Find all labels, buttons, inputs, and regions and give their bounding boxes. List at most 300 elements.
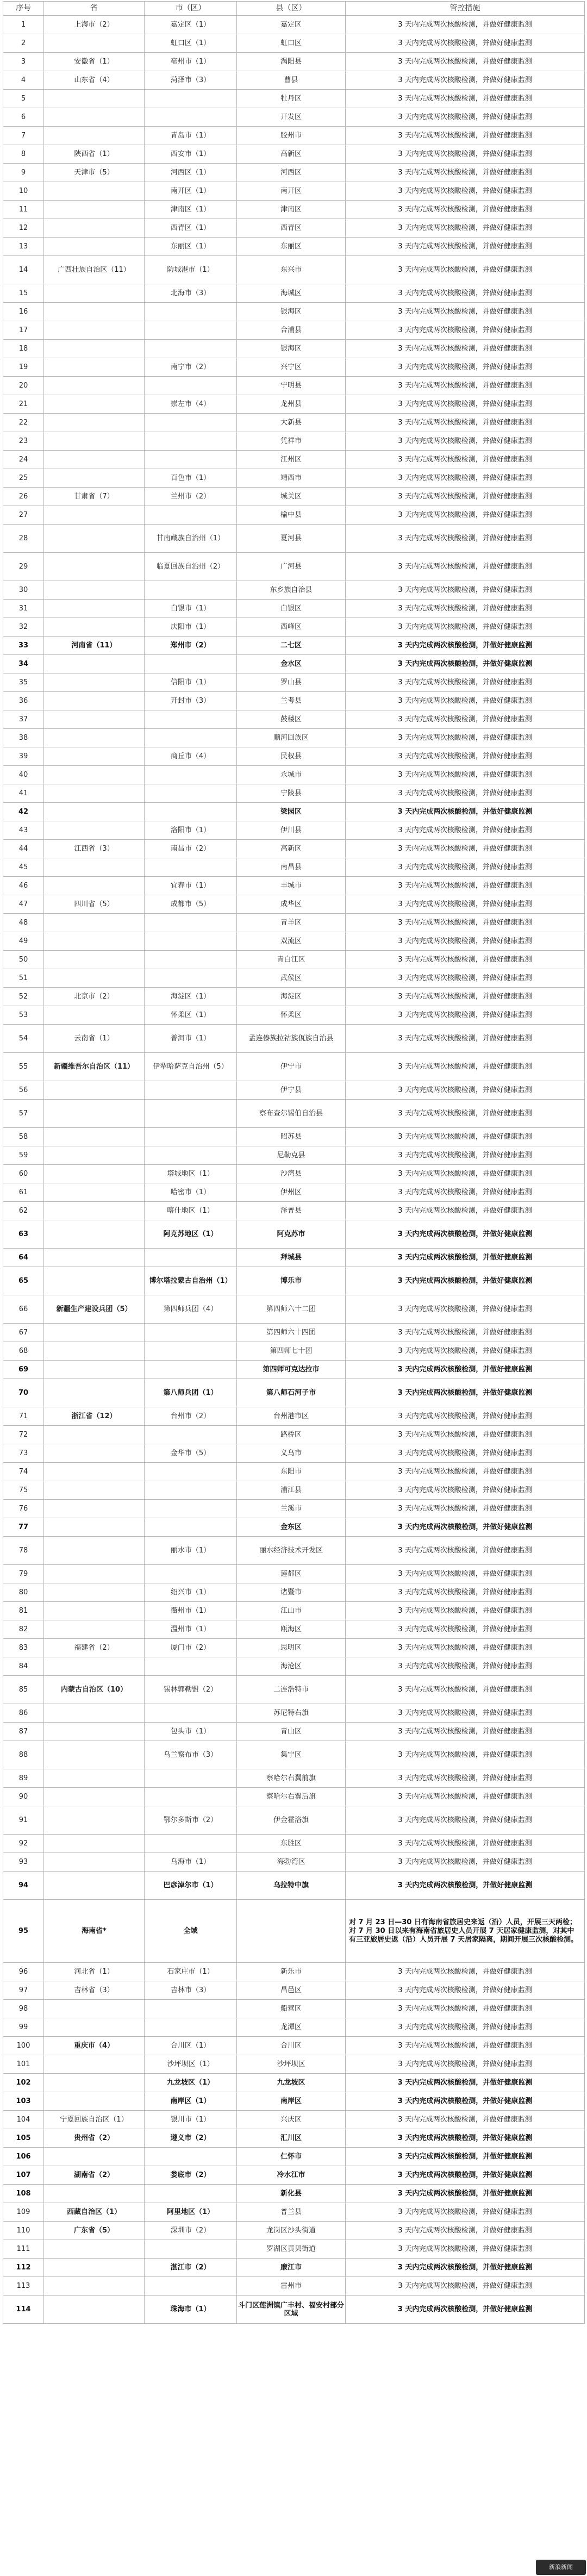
cell-measure: 3 天内完成两次核酸检测，并做好健康监测 xyxy=(346,1723,585,1741)
cell-no: 105 xyxy=(3,2129,44,2148)
cell-measure: 3 天内完成两次核酸检测，并做好健康监测 xyxy=(346,145,585,164)
cell-measure: 3 天内完成两次核酸检测，并做好健康监测 xyxy=(346,2148,585,2166)
cell-no: 72 xyxy=(3,1426,44,1444)
cell-province xyxy=(44,1463,145,1481)
cell-measure: 3 天内完成两次核酸检测，并做好健康监测 xyxy=(346,766,585,784)
cell-no: 19 xyxy=(3,358,44,377)
cell-city: 哈密市（1） xyxy=(145,1183,237,1202)
cell-province: 广东省（5） xyxy=(44,2222,145,2240)
table-row xyxy=(3,219,585,238)
cell-county: 兰考县 xyxy=(237,692,346,710)
cell-measure: 3 天内完成两次核酸检测，并做好健康监测 xyxy=(346,710,585,729)
table-row xyxy=(3,16,585,34)
cell-county: 兰溪市 xyxy=(237,1500,346,1518)
cell-province xyxy=(44,1444,145,1463)
cell-county: 涡阳县 xyxy=(237,53,346,71)
cell-county: 胶州市 xyxy=(237,127,346,145)
cell-province xyxy=(44,821,145,840)
cell-county: 青山区 xyxy=(237,1723,346,1741)
cell-city xyxy=(145,2277,237,2296)
cell-province xyxy=(44,951,145,969)
cell-city: 宜春市（1） xyxy=(145,877,237,895)
cell-no: 3 xyxy=(3,53,44,71)
cell-province xyxy=(44,1518,145,1537)
cell-no: 103 xyxy=(3,2092,44,2111)
cell-no: 83 xyxy=(3,1639,44,1657)
cell-measure: 3 天内完成两次核酸检测，并做好健康监测 xyxy=(346,1872,585,1900)
cell-province: 甘肃省（7） xyxy=(44,488,145,506)
cell-no: 8 xyxy=(3,145,44,164)
cell-city xyxy=(145,1081,237,1100)
table-row xyxy=(3,1146,585,1165)
cell-city: 南昌市（2） xyxy=(145,840,237,858)
cell-province: 江西省（3） xyxy=(44,840,145,858)
cell-no: 107 xyxy=(3,2166,44,2185)
cell-measure: 3 天内完成两次核酸检测，并做好健康监测 xyxy=(346,877,585,895)
cell-county: 南昌县 xyxy=(237,858,346,877)
cell-city: 青岛市（1） xyxy=(145,127,237,145)
cell-county: 斗门区莲洲镇广丰村、福安村部分区域 xyxy=(237,2296,346,2324)
cell-county: 龙潭区 xyxy=(237,2018,346,2037)
cell-city xyxy=(145,581,237,600)
cell-measure: 3 天内完成两次核酸检测，并做好健康监测 xyxy=(346,1639,585,1657)
table-row xyxy=(3,840,585,858)
table-row xyxy=(3,821,585,840)
cell-no: 33 xyxy=(3,637,44,655)
cell-city: 河西区（1） xyxy=(145,164,237,182)
cell-city: 白银市（1） xyxy=(145,600,237,618)
cell-province: 新疆维吾尔自治区（11） xyxy=(44,1053,145,1081)
cell-measure: 3 天内完成两次核酸检测，并做好健康监测 xyxy=(346,1481,585,1500)
table-row xyxy=(3,1835,585,1853)
cell-province xyxy=(44,2296,145,2324)
cell-city xyxy=(145,1500,237,1518)
cell-county: 汇川区 xyxy=(237,2129,346,2148)
cell-city xyxy=(145,108,237,127)
cell-province xyxy=(44,108,145,127)
cell-province xyxy=(44,321,145,340)
cell-no: 86 xyxy=(3,1704,44,1723)
cell-no: 16 xyxy=(3,303,44,321)
table-row xyxy=(3,71,585,90)
cell-measure: 3 天内完成两次核酸检测，并做好健康监测 xyxy=(346,340,585,358)
cell-measure: 3 天内完成两次核酸检测，并做好健康监测 xyxy=(346,600,585,618)
table-row xyxy=(3,1602,585,1620)
cell-measure: 3 天内完成两次核酸检测，并做好健康监测 xyxy=(346,1426,585,1444)
cell-measure: 3 天内完成两次核酸检测，并做好健康监测 xyxy=(346,1100,585,1128)
cell-measure: 3 天内完成两次核酸检测，并做好健康监测 xyxy=(346,895,585,914)
cell-city xyxy=(145,710,237,729)
cell-measure: 3 天内完成两次核酸检测，并做好健康监测 xyxy=(346,988,585,1006)
cell-measure: 3 天内完成两次核酸检测，并做好健康监测 xyxy=(346,256,585,284)
table-row xyxy=(3,1657,585,1676)
table-row xyxy=(3,1537,585,1565)
table-row xyxy=(3,1324,585,1342)
table-row xyxy=(3,469,585,488)
table-row xyxy=(3,1081,585,1100)
cell-province xyxy=(44,90,145,108)
cell-measure: 3 天内完成两次核酸检测，并做好健康监测 xyxy=(346,1407,585,1426)
cell-county: 合浦县 xyxy=(237,321,346,340)
cell-province xyxy=(44,340,145,358)
table-row xyxy=(3,525,585,553)
table-row xyxy=(3,1128,585,1146)
cell-county: 伊宁县 xyxy=(237,1081,346,1100)
cell-no: 106 xyxy=(3,2148,44,2166)
table-row xyxy=(3,2055,585,2074)
cell-province xyxy=(44,1537,145,1565)
cell-county: 东乡族自治县 xyxy=(237,581,346,600)
table-row xyxy=(3,1220,585,1249)
cell-no: 64 xyxy=(3,1249,44,1267)
cell-no: 46 xyxy=(3,877,44,895)
table-row xyxy=(3,145,585,164)
cell-province xyxy=(44,303,145,321)
cell-county: 江山市 xyxy=(237,1602,346,1620)
cell-county: 高新区 xyxy=(237,840,346,858)
cell-county: 合川区 xyxy=(237,2037,346,2055)
cell-measure: 3 天内完成两次核酸检测，并做好健康监测 xyxy=(346,858,585,877)
cell-city: 西安市（1） xyxy=(145,145,237,164)
table-row xyxy=(3,1426,585,1444)
cell-no: 87 xyxy=(3,1723,44,1741)
cell-county: 东丽区 xyxy=(237,238,346,256)
cell-measure: 3 天内完成两次核酸检测，并做好健康监测 xyxy=(346,1565,585,1583)
cell-province xyxy=(44,1100,145,1128)
cell-city xyxy=(145,766,237,784)
table-row xyxy=(3,1463,585,1481)
table-row xyxy=(3,201,585,219)
cell-county: 鼓楼区 xyxy=(237,710,346,729)
cell-county: 第八师石河子市 xyxy=(237,1379,346,1407)
cell-city xyxy=(145,451,237,469)
cell-province xyxy=(44,2185,145,2203)
cell-no: 111 xyxy=(3,2240,44,2259)
table-row xyxy=(3,2259,585,2277)
cell-city: 石家庄市（1） xyxy=(145,1963,237,1981)
cell-city xyxy=(145,1463,237,1481)
cell-city: 第八师兵团（1） xyxy=(145,1379,237,1407)
cell-measure: 3 天内完成两次核酸检测，并做好健康监测 xyxy=(346,219,585,238)
cell-province: 重庆市（4） xyxy=(44,2037,145,2055)
cell-measure: 3 天内完成两次核酸检测，并做好健康监测 xyxy=(346,238,585,256)
table-row xyxy=(3,1853,585,1872)
cell-city: 丽水市（1） xyxy=(145,1537,237,1565)
cell-no: 29 xyxy=(3,553,44,581)
cell-province xyxy=(44,1704,145,1723)
cell-no: 25 xyxy=(3,469,44,488)
table-row xyxy=(3,321,585,340)
cell-city: 南宁市（2） xyxy=(145,358,237,377)
cell-county: 榆中县 xyxy=(237,506,346,525)
cell-no: 69 xyxy=(3,1361,44,1379)
cell-no: 100 xyxy=(3,2037,44,2055)
table-row xyxy=(3,451,585,469)
cell-measure: 3 天内完成两次核酸检测，并做好健康监测 xyxy=(346,1006,585,1025)
cell-province: 贵州省（2） xyxy=(44,2129,145,2148)
cell-province xyxy=(44,1583,145,1602)
cell-measure: 3 天内完成两次核酸检测，并做好健康监测 xyxy=(346,1537,585,1565)
cell-city xyxy=(145,2185,237,2203)
table-row xyxy=(3,1500,585,1518)
cell-city: 银川市（1） xyxy=(145,2111,237,2129)
cell-no: 110 xyxy=(3,2222,44,2240)
cell-measure: 3 天内完成两次核酸检测，并做好健康监测 xyxy=(346,2111,585,2129)
cell-county: 海勃湾区 xyxy=(237,1853,346,1872)
cell-province xyxy=(44,803,145,821)
cell-county: 沙坪坝区 xyxy=(237,2055,346,2074)
cell-province xyxy=(44,1723,145,1741)
table-row xyxy=(3,951,585,969)
cell-measure: 3 天内完成两次核酸检测，并做好健康监测 xyxy=(346,1081,585,1100)
cell-measure: 3 天内完成两次核酸检测，并做好健康监测 xyxy=(346,2037,585,2055)
cell-city: 伊犁哈萨克自治州（5） xyxy=(145,1053,237,1081)
cell-no: 36 xyxy=(3,692,44,710)
cell-county: 昌邑区 xyxy=(237,1981,346,2000)
cell-no: 85 xyxy=(3,1676,44,1704)
table-row xyxy=(3,2074,585,2092)
cell-county: 集宁区 xyxy=(237,1741,346,1769)
cell-no: 9 xyxy=(3,164,44,182)
cell-no: 63 xyxy=(3,1220,44,1249)
cell-no: 98 xyxy=(3,2000,44,2018)
cell-no: 30 xyxy=(3,581,44,600)
cell-no: 34 xyxy=(3,655,44,673)
table-row xyxy=(3,284,585,303)
table-row xyxy=(3,358,585,377)
cell-city: 遵义市（2） xyxy=(145,2129,237,2148)
cell-city: 衢州市（1） xyxy=(145,1602,237,1620)
cell-city: 洛阳市（1） xyxy=(145,821,237,840)
cell-city xyxy=(145,506,237,525)
table-row xyxy=(3,2296,585,2324)
cell-measure: 3 天内完成两次核酸检测，并做好健康监测 xyxy=(346,747,585,766)
table-row xyxy=(3,340,585,358)
table-row xyxy=(3,1900,585,1963)
cell-no: 44 xyxy=(3,840,44,858)
cell-city xyxy=(145,784,237,803)
cell-no: 66 xyxy=(3,1295,44,1324)
cell-city xyxy=(145,2240,237,2259)
cell-city: 成都市（5） xyxy=(145,895,237,914)
cell-city: 沙坪坝区（1） xyxy=(145,2055,237,2074)
cell-province xyxy=(44,2000,145,2018)
cell-city xyxy=(145,1518,237,1537)
cell-county: 津南区 xyxy=(237,201,346,219)
table-row xyxy=(3,182,585,201)
cell-province xyxy=(44,1602,145,1620)
cell-city: 吉林市（3） xyxy=(145,1981,237,2000)
cell-measure: 3 天内完成两次核酸检测，并做好健康监测 xyxy=(346,914,585,932)
table-row xyxy=(3,1788,585,1806)
cell-no: 43 xyxy=(3,821,44,840)
header-city: 市（区） xyxy=(145,2,237,16)
header-province: 省 xyxy=(44,2,145,16)
cell-province xyxy=(44,2074,145,2092)
table-row xyxy=(3,2222,585,2240)
cell-city xyxy=(145,414,237,432)
cell-measure: 3 天内完成两次核酸检测，并做好健康监测 xyxy=(346,1361,585,1379)
cell-county: 武侯区 xyxy=(237,969,346,988)
cell-county: 察布查尔锡伯自治县 xyxy=(237,1100,346,1128)
cell-measure: 3 天内完成两次核酸检测，并做好健康监测 xyxy=(346,2222,585,2240)
cell-county: 海沧区 xyxy=(237,1657,346,1676)
table-row xyxy=(3,1981,585,2000)
cell-no: 104 xyxy=(3,2111,44,2129)
cell-county: 罗山县 xyxy=(237,673,346,692)
cell-no: 97 xyxy=(3,1981,44,2000)
cell-city: 海淀区（1） xyxy=(145,988,237,1006)
cell-measure: 3 天内完成两次核酸检测，并做好健康监测 xyxy=(346,1583,585,1602)
cell-city: 北海市（3） xyxy=(145,284,237,303)
cell-measure: 3 天内完成两次核酸检测，并做好健康监测 xyxy=(346,201,585,219)
cell-province: 湖南省（2） xyxy=(44,2166,145,2185)
table-row xyxy=(3,581,585,600)
cell-measure: 3 天内完成两次核酸检测，并做好健康监测 xyxy=(346,451,585,469)
cell-measure: 3 天内完成两次核酸检测，并做好健康监测 xyxy=(346,2018,585,2037)
cell-city: 博尔塔拉蒙古自治州（1） xyxy=(145,1267,237,1295)
cell-province xyxy=(44,1379,145,1407)
cell-measure: 3 天内完成两次核酸检测，并做好健康监测 xyxy=(346,932,585,951)
table-row xyxy=(3,256,585,284)
cell-province xyxy=(44,1361,145,1379)
cell-city xyxy=(145,1146,237,1165)
cell-county: 义乌市 xyxy=(237,1444,346,1463)
cell-city xyxy=(145,1426,237,1444)
cell-province xyxy=(44,655,145,673)
table-row xyxy=(3,988,585,1006)
cell-county: 船营区 xyxy=(237,2000,346,2018)
cell-province xyxy=(44,1769,145,1788)
table-row xyxy=(3,1741,585,1769)
cell-county: 博乐市 xyxy=(237,1267,346,1295)
cell-city: 亳州市（1） xyxy=(145,53,237,71)
table-row xyxy=(3,53,585,71)
cell-county: 普兰县 xyxy=(237,2203,346,2222)
cell-measure: 3 天内完成两次核酸检测，并做好健康监测 xyxy=(346,377,585,395)
cell-province: 宁夏回族自治区（1） xyxy=(44,2111,145,2129)
cell-province: 山东省（4） xyxy=(44,71,145,90)
table-row xyxy=(3,618,585,637)
table-row xyxy=(3,1444,585,1463)
table-row xyxy=(3,1583,585,1602)
cell-province xyxy=(44,2092,145,2111)
cell-city xyxy=(145,858,237,877)
cell-county: 虹口区 xyxy=(237,34,346,53)
cell-province: 云南省（1） xyxy=(44,1025,145,1053)
cell-measure: 3 天内完成两次核酸检测，并做好健康监测 xyxy=(346,692,585,710)
cell-city xyxy=(145,340,237,358)
table-row xyxy=(3,914,585,932)
cell-county: 新乐市 xyxy=(237,1963,346,1981)
cell-city: 菏泽市（3） xyxy=(145,71,237,90)
cell-province: 福建省（2） xyxy=(44,1639,145,1657)
table-row xyxy=(3,303,585,321)
cell-city: 包头市（1） xyxy=(145,1723,237,1741)
cell-province xyxy=(44,1006,145,1025)
cell-no: 56 xyxy=(3,1081,44,1100)
cell-county: 尼勒克县 xyxy=(237,1146,346,1165)
cell-no: 99 xyxy=(3,2018,44,2037)
cell-city: 厦门市（2） xyxy=(145,1639,237,1657)
cell-county: 宁陵县 xyxy=(237,784,346,803)
table-row xyxy=(3,432,585,451)
table-row xyxy=(3,1295,585,1324)
cell-measure: 3 天内完成两次核酸检测，并做好健康监测 xyxy=(346,2129,585,2148)
table-row xyxy=(3,784,585,803)
cell-no: 88 xyxy=(3,1741,44,1769)
cell-province xyxy=(44,219,145,238)
cell-province: 北京市（2） xyxy=(44,988,145,1006)
table-row xyxy=(3,2092,585,2111)
cell-no: 89 xyxy=(3,1769,44,1788)
cell-city: 阿克苏地区（1） xyxy=(145,1220,237,1249)
cell-county: 莲都区 xyxy=(237,1565,346,1583)
cell-city: 巴彦淖尔市（1） xyxy=(145,1872,237,1900)
cell-no: 45 xyxy=(3,858,44,877)
cell-no: 10 xyxy=(3,182,44,201)
cell-measure: 3 天内完成两次核酸检测，并做好健康监测 xyxy=(346,127,585,145)
table-body xyxy=(3,16,585,2324)
cell-county: 银海区 xyxy=(237,340,346,358)
cell-measure: 3 天内完成两次核酸检测，并做好健康监测 xyxy=(346,488,585,506)
cell-province xyxy=(44,1620,145,1639)
cell-county: 丰城市 xyxy=(237,877,346,895)
cell-province xyxy=(44,1481,145,1500)
cell-city: 南开区（1） xyxy=(145,182,237,201)
cell-measure: 3 天内完成两次核酸检测，并做好健康监测 xyxy=(346,1518,585,1537)
cell-city xyxy=(145,1481,237,1500)
cell-province xyxy=(44,1081,145,1100)
cell-city: 兰州市（2） xyxy=(145,488,237,506)
cell-city: 甘南藏族自治州（1） xyxy=(145,525,237,553)
cell-measure: 3 天内完成两次核酸检测，并做好健康监测 xyxy=(346,673,585,692)
cell-province xyxy=(44,618,145,637)
cell-city xyxy=(145,914,237,932)
cell-city: 乌兰察布市（3） xyxy=(145,1741,237,1769)
cell-province xyxy=(44,1788,145,1806)
table-row xyxy=(3,1202,585,1220)
cell-no: 112 xyxy=(3,2259,44,2277)
cell-measure: 3 天内完成两次核酸检测，并做好健康监测 xyxy=(346,1769,585,1788)
cell-province xyxy=(44,1128,145,1146)
control-measures-table-container xyxy=(3,1,584,2324)
cell-province: 西藏自治区（1） xyxy=(44,2203,145,2222)
cell-province xyxy=(44,182,145,201)
cell-no: 42 xyxy=(3,803,44,821)
cell-province xyxy=(44,284,145,303)
table-row xyxy=(3,1704,585,1723)
cell-no: 35 xyxy=(3,673,44,692)
cell-no: 67 xyxy=(3,1324,44,1342)
cell-province xyxy=(44,1202,145,1220)
watermark-logo: 新浪新闻 xyxy=(536,2560,586,2575)
cell-no: 50 xyxy=(3,951,44,969)
cell-measure: 3 天内完成两次核酸检测，并做好健康监测 xyxy=(346,2166,585,2185)
cell-county: 东阳市 xyxy=(237,1463,346,1481)
cell-city xyxy=(145,1100,237,1128)
cell-city: 金华市（5） xyxy=(145,1444,237,1463)
header-county: 县（区） xyxy=(237,2,346,16)
cell-no: 38 xyxy=(3,729,44,747)
cell-county: 第四师七十团 xyxy=(237,1342,346,1361)
cell-city xyxy=(145,303,237,321)
cell-county: 察哈尔右翼前旗 xyxy=(237,1769,346,1788)
cell-no: 15 xyxy=(3,284,44,303)
cell-no: 57 xyxy=(3,1100,44,1128)
cell-county xyxy=(237,1900,346,1963)
cell-province: 新疆生产建设兵团（5） xyxy=(44,1295,145,1324)
